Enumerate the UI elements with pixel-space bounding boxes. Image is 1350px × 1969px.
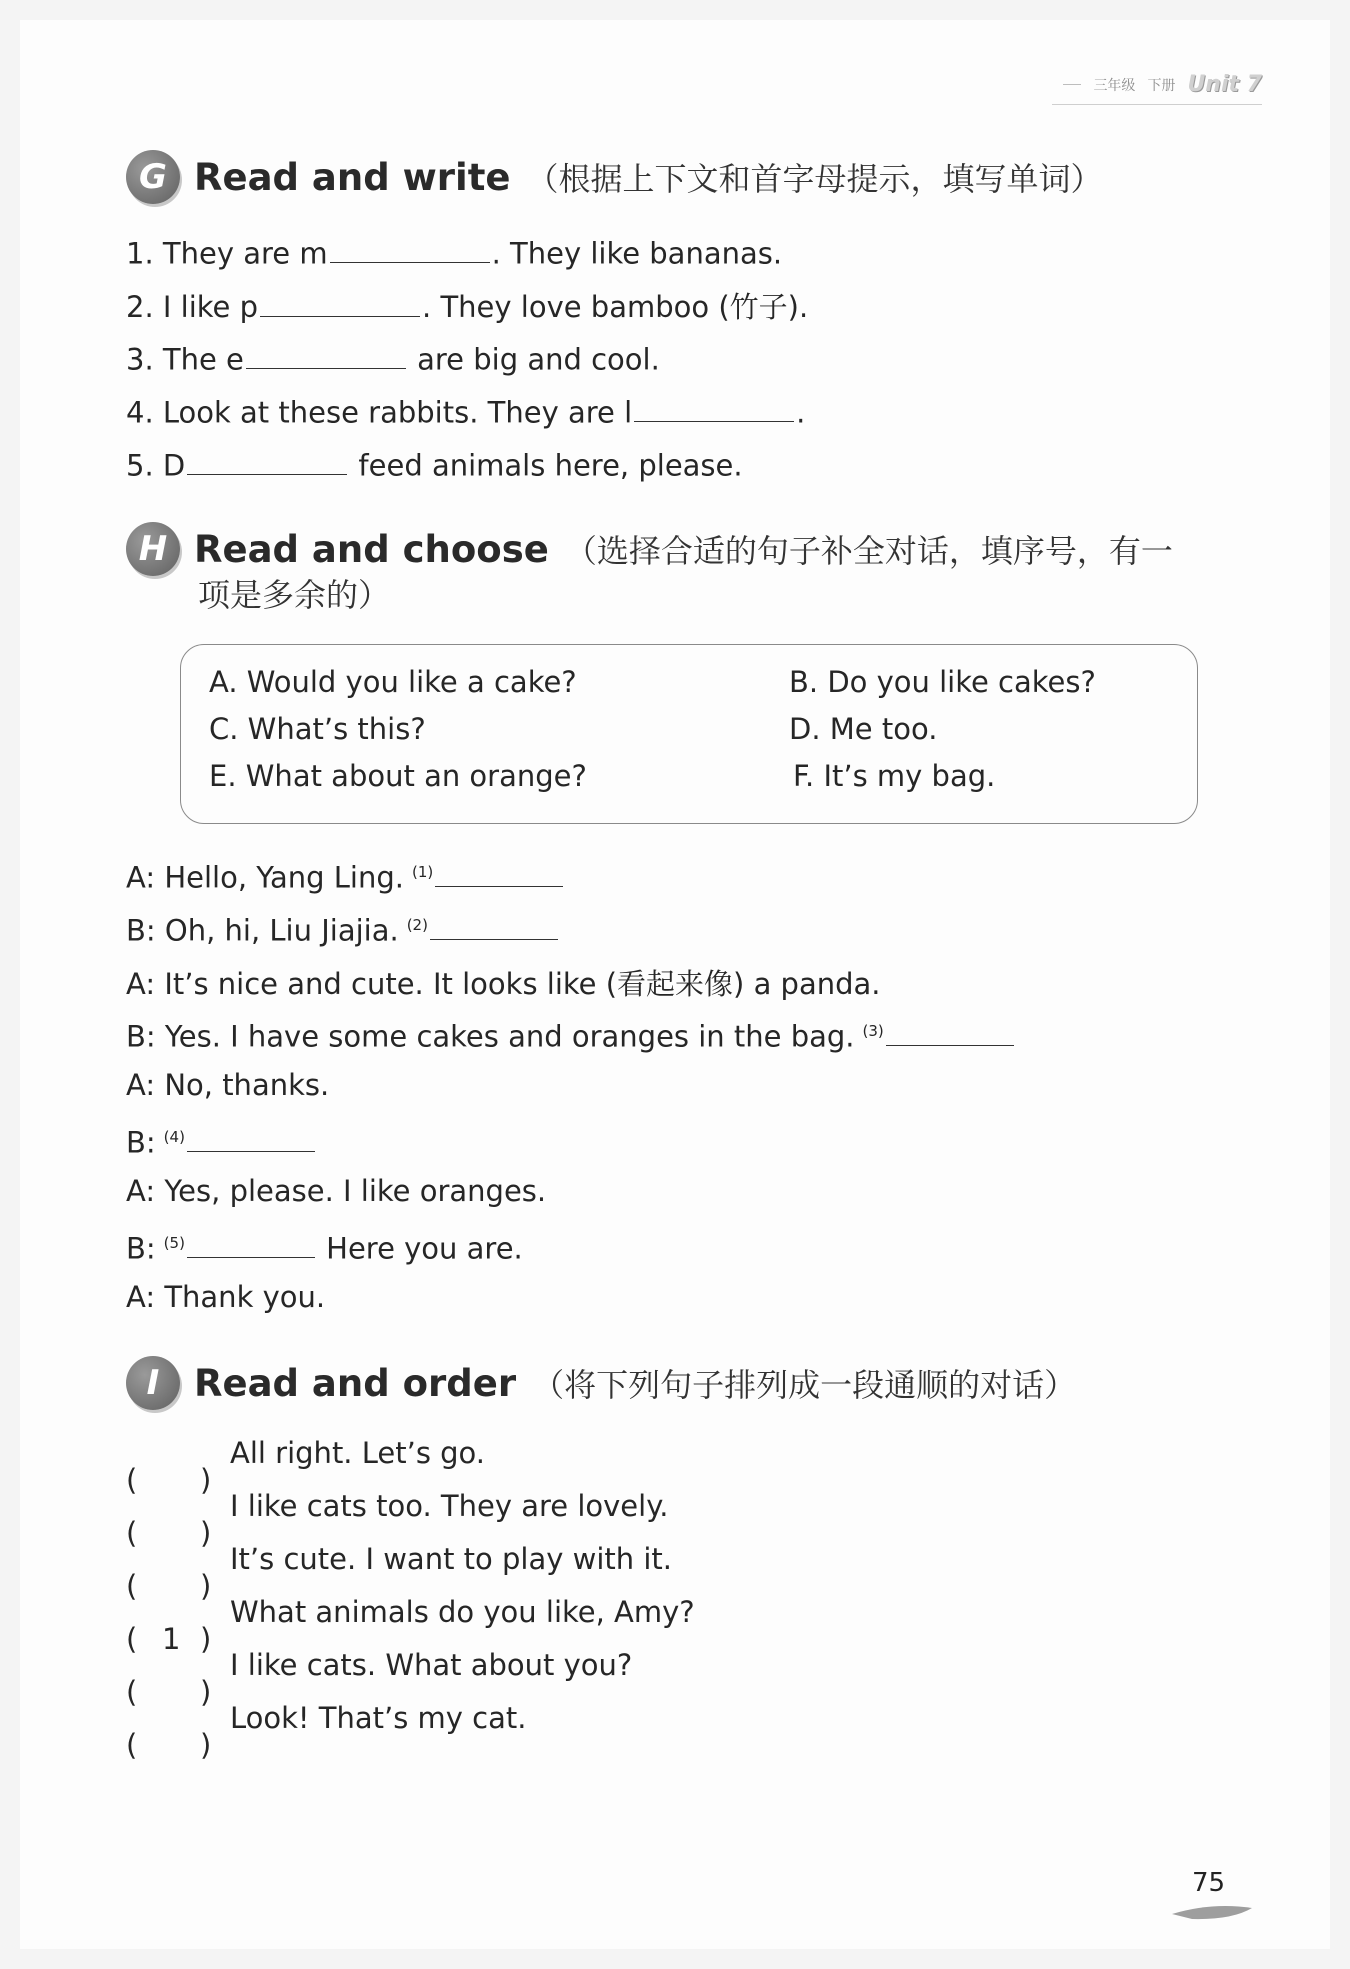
g-item-4-tail: .	[796, 395, 806, 430]
dialogue-line-9	[126, 1280, 325, 1314]
header-grade: 三年级	[1093, 77, 1136, 94]
order-item-1: ( ) All right. Let’s go.	[126, 1436, 486, 1497]
order-item-4-text: What animals do you like, Amy?	[230, 1595, 695, 1629]
g-item-2-blank[interactable]	[260, 286, 420, 317]
g-item-5-text: 5. D	[126, 448, 186, 483]
order-item-4: ( 1 ) What animals do you like, Amy?	[126, 1595, 695, 1656]
dialogue-line-8-tail: Here you are.	[326, 1231, 523, 1266]
dialogue-line-8-text: B:	[126, 1231, 156, 1266]
g-item-1-tail: . They like bananas.	[491, 236, 783, 271]
option-a: A. Would you like a cake?	[209, 665, 577, 699]
g-item-1-blank[interactable]	[330, 232, 490, 263]
dialogue-blank-5[interactable]	[187, 1227, 315, 1258]
page-curl-icon	[1172, 1904, 1252, 1920]
dialogue-line-5	[126, 1068, 329, 1102]
section-h-title	[126, 522, 1173, 576]
header-underline	[1052, 104, 1262, 105]
g-item-2-tail: . They love bamboo (竹子).	[422, 290, 809, 324]
header-rule	[1063, 84, 1081, 85]
g-item-3	[126, 338, 660, 376]
section-i-title	[126, 1356, 1076, 1410]
g-item-4	[126, 391, 805, 429]
section-g-title-cn: （根据上下文和首字母提示，填写单词）	[526, 160, 1103, 198]
order-item-6-text: Look! That’s my cat.	[230, 1701, 527, 1735]
option-d: D. Me too.	[789, 712, 938, 746]
order-item-2: ( ) I like cats too. They are lovely.	[126, 1489, 669, 1550]
section-i-title-en: Read and order	[194, 1361, 517, 1405]
section-g-title	[126, 150, 1103, 204]
dialogue-line-4	[126, 1015, 1016, 1053]
g-item-4-blank[interactable]	[634, 391, 794, 422]
option-e: E. What about an orange?	[209, 759, 587, 793]
page-header	[1063, 72, 1262, 97]
dialogue-line-8	[126, 1227, 523, 1265]
option-f: F. It’s my bag.	[793, 759, 996, 793]
order-item-3-text: It’s cute. I want to play with it.	[230, 1542, 673, 1576]
dialogue-line-5-text: A: No, thanks.	[126, 1068, 330, 1102]
dialogue-line-3-text: A: It’s nice and cute. It looks like (看起来像) a panda.	[126, 967, 881, 1001]
dialogue-line-6-text: B:	[126, 1125, 156, 1160]
order-item-5: ( ) I like cats. What about you?	[126, 1648, 633, 1709]
g-item-4-text: 4. Look at these rabbits. They are l	[126, 395, 633, 430]
section-i-title-cn: （将下列句子排列成一段通顺的对话）	[532, 1366, 1077, 1404]
dialogue-line-7-text: A: Yes, please. I like oranges.	[126, 1174, 547, 1208]
g-item-1-text: 1. They are m	[126, 236, 328, 271]
g-item-3-tail: are big and cool.	[407, 342, 660, 377]
dialogue-line-6	[126, 1121, 317, 1159]
dialogue-line-1-num: (1)	[411, 862, 434, 881]
g-item-5-blank[interactable]	[187, 444, 347, 475]
dialogue-line-2	[126, 909, 560, 947]
dialogue-blank-2[interactable]	[430, 909, 558, 940]
dialogue-blank-4[interactable]	[187, 1121, 315, 1152]
g-item-2-text: 2. I like p	[126, 290, 259, 324]
dialogue-line-1	[126, 856, 565, 894]
g-item-3-text: 3. The e	[126, 342, 244, 377]
dialogue-line-4-text: B: Yes. I have some cakes and oranges in the bag.	[126, 1019, 855, 1054]
dialogue-line-7	[126, 1174, 546, 1208]
dialogue-blank-3[interactable]	[886, 1015, 1014, 1046]
section-g-title-en: Read and write	[194, 155, 511, 199]
dialogue-line-6-num: (4)	[163, 1127, 185, 1146]
option-c: C. What’s this?	[209, 712, 426, 746]
order-item-6: ( ) Look! That’s my cat.	[126, 1701, 527, 1762]
options-box	[180, 644, 1198, 824]
g-item-1	[126, 232, 782, 270]
dialogue-line-9-text: A: Thank you.	[126, 1280, 326, 1314]
section-h-title-en: Read and choose	[194, 527, 549, 571]
dialogue-line-3	[126, 962, 881, 1003]
dialogue-line-8-num: (5)	[163, 1233, 185, 1252]
order-item-2-text: I like cats too. They are lovely.	[230, 1489, 669, 1523]
page-number: 75	[1192, 1868, 1226, 1898]
option-b: B. Do you like cakes?	[789, 665, 1096, 699]
header-term: 下册	[1147, 77, 1176, 94]
g-item-2	[126, 285, 808, 326]
g-item-5-tail: feed animals here, please.	[349, 448, 743, 483]
dialogue-line-2-text: B: Oh, hi, Liu Jiajia.	[126, 913, 399, 948]
dialogue-line-1-text: A: Hello, Yang Ling.	[126, 860, 404, 895]
section-g-badge: G	[126, 150, 180, 204]
dialogue-blank-1[interactable]	[435, 856, 563, 887]
section-h-title-cn-1: （选择合适的句子补全对话，填序号，有一	[564, 532, 1173, 570]
g-item-5	[126, 444, 743, 482]
g-item-3-blank[interactable]	[246, 338, 406, 369]
order-item-5-text: I like cats. What about you?	[230, 1648, 633, 1682]
section-i-badge: I	[126, 1356, 180, 1410]
order-item-1-text: All right. Let’s go.	[230, 1436, 486, 1470]
section-h-title-cn-2: 项是多余的）	[198, 576, 391, 614]
dialogue-line-2-num: (2)	[406, 915, 428, 934]
dialogue-line-4-num: (3)	[862, 1021, 884, 1040]
header-unit: Unit 7	[1187, 72, 1262, 97]
order-item-3: ( ) It’s cute. I want to play with it.	[126, 1542, 673, 1603]
section-h-badge: H	[126, 522, 180, 576]
